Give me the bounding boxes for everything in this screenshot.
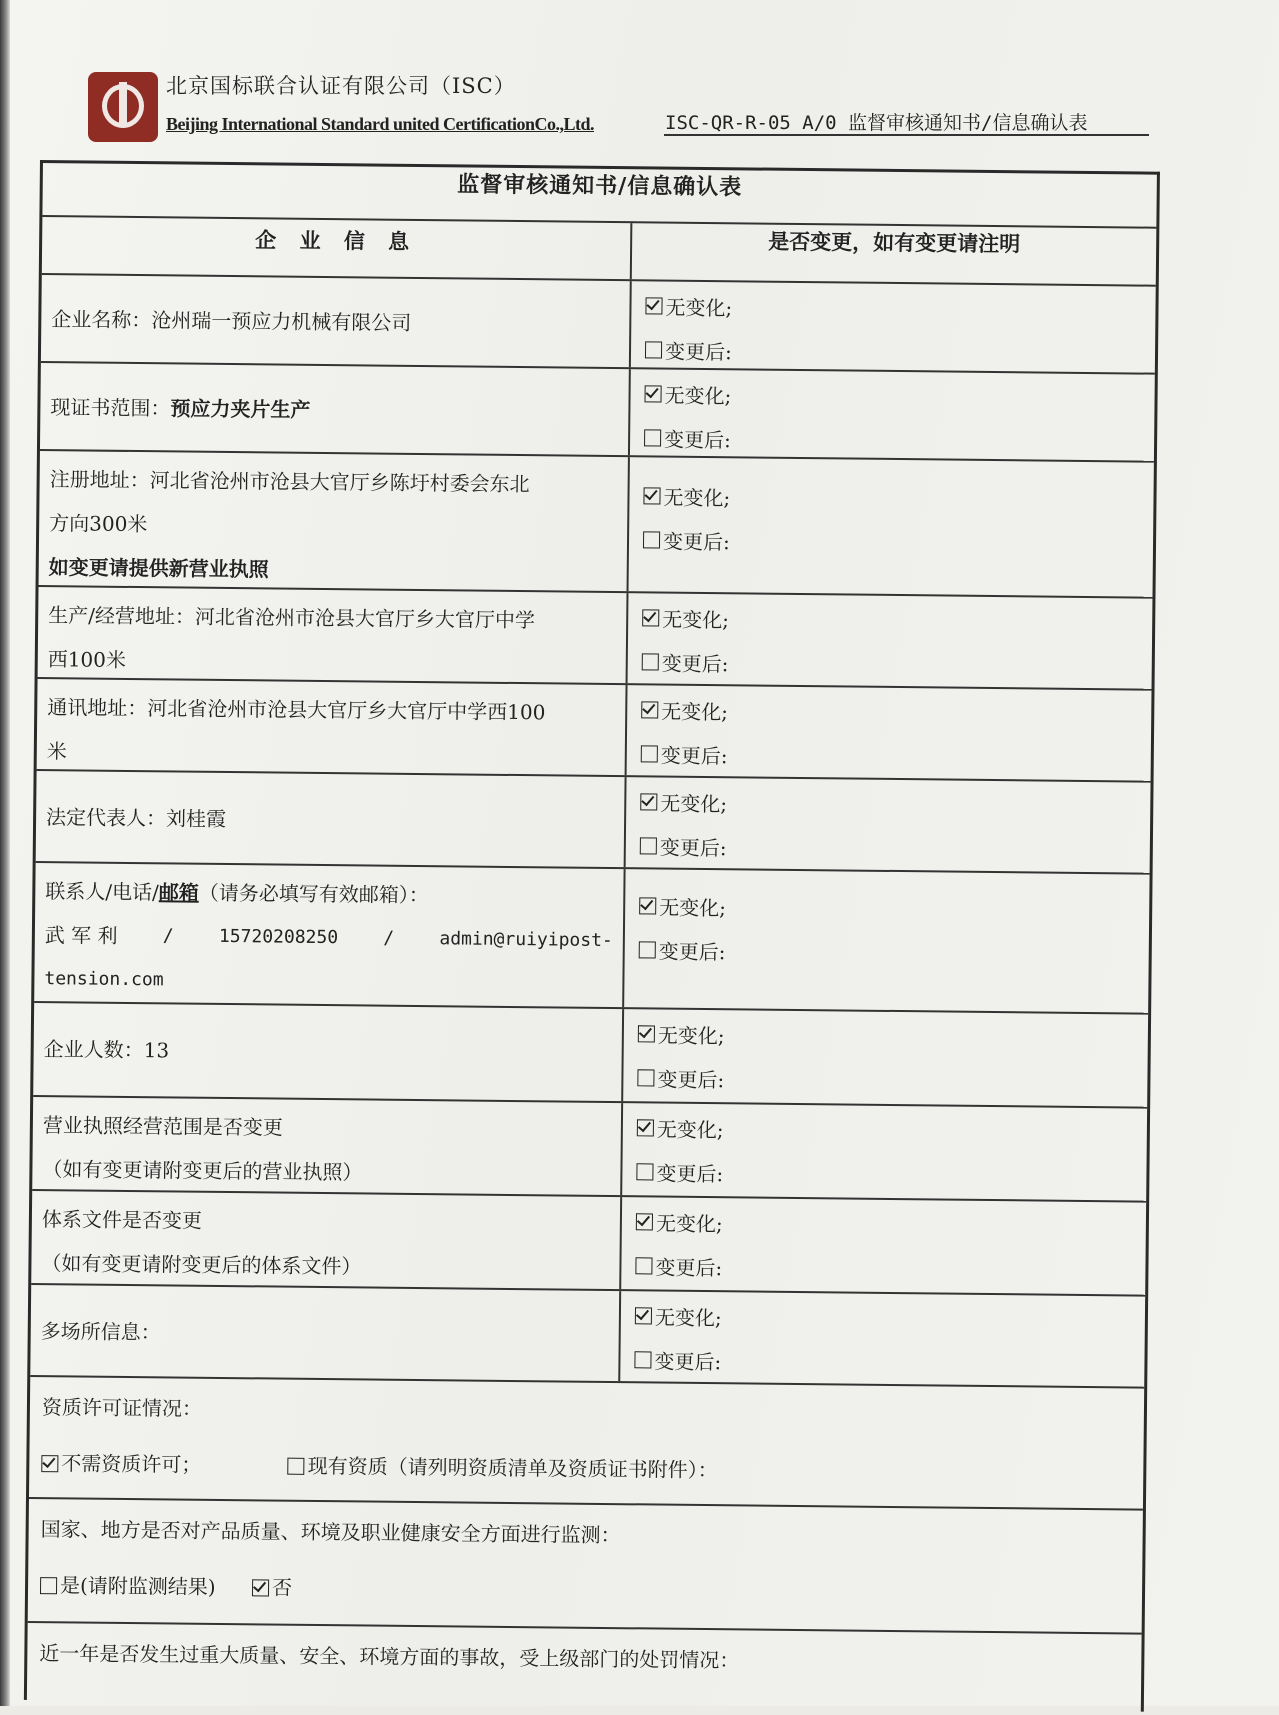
contact-details (45, 913, 613, 963)
document-code: ISC-QR-R-05 A/0 监督审核通知书/信息确认表 (665, 112, 1088, 134)
option-changed[interactable] (634, 1337, 1130, 1386)
option-label: 变更后: (664, 339, 732, 364)
license-line2: （如有变更请附变更后的营业执照） (42, 1157, 363, 1185)
option-label: 变更后: (663, 427, 731, 452)
option-monitor-yes[interactable] (40, 1563, 216, 1609)
option-label: 无变化; (659, 895, 727, 920)
row-mailing-address (37, 679, 1152, 783)
monitoring-section (28, 1499, 1143, 1628)
license-scope (32, 1097, 623, 1195)
checkbox-icon[interactable] (40, 1577, 57, 1594)
change-options (629, 457, 1154, 596)
option-label: 无变化; (663, 485, 731, 510)
checkbox-icon[interactable] (641, 745, 658, 762)
checkbox-checked-icon[interactable] (641, 701, 658, 718)
checkbox-icon[interactable] (636, 1163, 653, 1180)
checkbox-checked-icon[interactable] (637, 1119, 654, 1136)
option-label: 不需资质许可； (61, 1451, 202, 1477)
checkbox-checked-icon[interactable] (639, 897, 656, 914)
option-changed[interactable] (639, 927, 1135, 976)
option-label: 无变化; (654, 1305, 722, 1330)
logo-bar (119, 82, 127, 124)
change-options (624, 869, 1149, 1012)
contact-post: （请务必填写有效邮箱）： (198, 880, 429, 908)
checkbox-checked-icon[interactable] (640, 793, 657, 810)
checkbox-checked-icon[interactable] (645, 297, 662, 314)
page-edge-shadow (0, 0, 10, 1706)
reg-addr-line1: 注册地址：河北省沧州市沧县大官厅乡陈圩村委会东北 (49, 467, 530, 497)
option-label: 无变化; (661, 699, 729, 724)
row-cert-scope (40, 363, 1155, 463)
option-label: 变更后: (660, 743, 728, 768)
staff-count: 企业人数：13 (33, 1003, 624, 1101)
qualification-label: 资质许可证情况： (41, 1395, 203, 1421)
isc-logo (88, 72, 158, 142)
change-options (621, 1197, 1146, 1294)
checkbox-checked-icon[interactable] (645, 385, 662, 402)
change-options (622, 1103, 1147, 1200)
contact-email-part2: tension.com (44, 968, 164, 991)
row-multi-site (30, 1285, 1145, 1389)
system-line2: （如有变更请附变更后的体系文件） (41, 1251, 362, 1279)
biz-addr-line1: 生产/经营地址：河北省沧州市沧县大官厅乡大官厅中学 (48, 603, 536, 633)
checkbox-checked-icon[interactable] (643, 487, 660, 504)
option-no-change[interactable] (642, 595, 1138, 644)
option-label: 变更后: (658, 939, 726, 964)
checkbox-icon[interactable] (643, 531, 660, 548)
option-changed[interactable] (635, 1243, 1131, 1292)
contact-phone: 15720208250 (218, 925, 339, 949)
option-no-change[interactable] (641, 687, 1137, 736)
option-label: 无变化; (664, 383, 732, 408)
row-system-docs (31, 1191, 1146, 1297)
checkbox-checked-icon[interactable] (638, 1025, 655, 1042)
option-label: 无变化; (660, 791, 728, 816)
option-label: 变更后: (655, 1255, 723, 1280)
row-qualification (29, 1377, 1144, 1511)
row-monitoring (28, 1499, 1143, 1635)
change-options (626, 777, 1151, 872)
option-changed[interactable] (641, 731, 1137, 780)
cert-scope (40, 363, 631, 455)
option-label: 变更后: (661, 651, 729, 676)
row-business-address (38, 587, 1153, 691)
confirmation-form (24, 160, 1160, 1712)
accident-label: 近一年是否发生过重大质量、安全、环境方面的事故，受上级部门的处罚情况： (39, 1641, 740, 1673)
option-no-change[interactable] (637, 1105, 1133, 1154)
change-options (628, 593, 1153, 688)
option-label: 变更后: (659, 835, 727, 860)
form-title: 监督审核通知书/信息确认表 (42, 163, 1157, 229)
mail-addr-line2: 米 (46, 739, 67, 764)
option-no-change[interactable] (636, 1199, 1132, 1248)
change-options (627, 685, 1152, 780)
qualification-options (41, 1441, 1131, 1498)
biz-addr-line2: 西100米 (47, 647, 127, 672)
option-label: 无变化; (662, 607, 730, 632)
option-label: 否 (271, 1575, 293, 1600)
option-no-change[interactable] (638, 1011, 1134, 1060)
option-no-change[interactable] (645, 283, 1141, 332)
reg-addr-line2: 方向300米 (49, 511, 148, 537)
contact-separator: / (383, 927, 395, 949)
option-label: 无变化; (655, 1211, 723, 1236)
row-accident (27, 1623, 1142, 1715)
checkbox-icon[interactable] (642, 653, 659, 670)
checkbox-icon[interactable] (634, 1351, 651, 1368)
contact-email-part1: admin@ruiyipost- (439, 928, 613, 952)
option-label: 无变化; (656, 1117, 724, 1142)
option-label: 现有资质（请列明资质清单及资质证书附件）： (307, 1453, 718, 1483)
checkbox-icon[interactable] (640, 837, 657, 854)
checkbox-checked-icon[interactable] (642, 609, 659, 626)
scope-label: 现证书范围： (50, 395, 171, 421)
header-rule (664, 134, 1149, 136)
option-no-change[interactable] (640, 779, 1136, 828)
checkbox-checked-icon[interactable] (635, 1307, 652, 1324)
scope-value: 预应力夹片生产 (170, 396, 311, 422)
mailing-address (37, 679, 628, 775)
row-license-scope (32, 1097, 1147, 1203)
mail-addr-line1: 通讯地址：河北省沧州市沧县大官厅乡大官厅中学西100 (47, 695, 546, 725)
company-name-label: 企业名称：沧州瑞一预应力机械有限公司 (41, 275, 632, 367)
contact-info (34, 863, 625, 1007)
checkbox-icon[interactable] (644, 429, 661, 446)
contact-name: 武 军 利 (44, 923, 118, 948)
option-label: 变更后: (662, 529, 730, 554)
checkbox-icon[interactable] (635, 1257, 652, 1274)
checkbox-checked-icon[interactable] (41, 1455, 58, 1472)
option-no-qualification[interactable] (41, 1441, 201, 1487)
option-changed[interactable] (640, 823, 1136, 872)
checkbox-icon[interactable] (637, 1069, 654, 1086)
col-header-company-info: 企 业 信 息 (42, 217, 633, 279)
option-label: 变更后: (656, 1161, 724, 1186)
option-no-change[interactable] (635, 1293, 1131, 1342)
option-no-change[interactable] (644, 371, 1140, 420)
row-legal-representative (36, 771, 1151, 875)
contact-mail-word: 邮箱 (158, 880, 199, 905)
option-no-change[interactable] (639, 883, 1135, 932)
option-changed[interactable] (643, 517, 1139, 566)
company-name-en: Beijing International Standard united CertificationCo.,Ltd. (166, 114, 595, 134)
license-line1: 营业执照经营范围是否变更 (42, 1113, 284, 1140)
contact-pre: 联系人/电话/ (45, 879, 159, 905)
row-staff-count (33, 1003, 1148, 1109)
option-label: 无变化; (657, 1023, 725, 1048)
row-company-name (41, 275, 1156, 375)
company-name-cn: 北京国标联合认证有限公司（ISC） (166, 74, 516, 98)
checkbox-icon[interactable] (645, 341, 662, 358)
system-docs (31, 1191, 622, 1289)
option-no-change[interactable] (643, 473, 1139, 522)
contact-separator: / (162, 925, 174, 947)
business-address (38, 587, 629, 683)
option-label: 变更后: (657, 1067, 725, 1092)
monitoring-label: 国家、地方是否对产品质量、环境及职业健康安全方面进行监测： (40, 1517, 621, 1548)
change-options (631, 281, 1156, 372)
option-have-qualification[interactable] (287, 1444, 717, 1493)
col-header-change: 是否变更，如有变更请注明 (768, 228, 1021, 257)
legal-representative: 法定代表人：刘桂霞 (36, 771, 627, 867)
checkbox-icon[interactable] (639, 941, 656, 958)
option-changed[interactable] (636, 1149, 1132, 1198)
system-line1: 体系文件是否变更 (41, 1207, 203, 1233)
option-changed[interactable] (637, 1055, 1133, 1104)
option-label: 是(请附监测结果) (59, 1573, 216, 1599)
qualification-section (29, 1377, 1144, 1506)
change-options (620, 1291, 1145, 1386)
row-registered-address (39, 451, 1154, 599)
checkbox-icon[interactable] (288, 1457, 305, 1474)
checkbox-checked-icon[interactable] (252, 1579, 269, 1596)
change-options (630, 369, 1155, 460)
registered-address (39, 451, 630, 591)
option-label: 无变化; (665, 295, 733, 320)
multi-site-info: 多场所信息： (30, 1285, 621, 1381)
row-contact (34, 863, 1149, 1015)
option-label: 变更后: (654, 1349, 722, 1374)
change-options (623, 1009, 1148, 1106)
option-changed[interactable] (642, 639, 1138, 688)
checkbox-checked-icon[interactable] (636, 1213, 653, 1230)
option-monitor-no[interactable] (252, 1565, 292, 1609)
contact-heading (45, 869, 613, 919)
reg-addr-note: 如变更请提供新营业执照 (48, 555, 269, 582)
monitoring-options (40, 1563, 1130, 1620)
